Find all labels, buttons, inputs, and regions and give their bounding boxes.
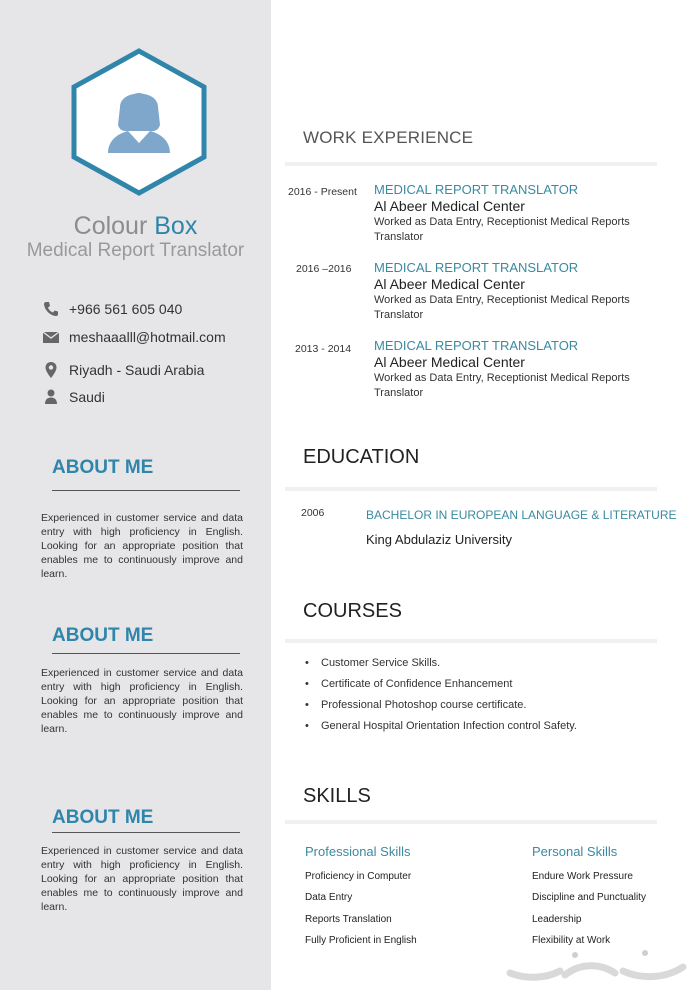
about-text-1: Experienced in customer service and data entry with high proficiency in English. Looking for an appropriate position that enables me to continuously improve and learn. [41,512,243,580]
course-item: • Certificate of Confidence Enhancement [305,676,577,697]
course-item: • Professional Photoshop course certificate. [305,697,577,718]
skill-item: Proficiency in Computer [305,871,412,882]
about-title-1: ABOUT ME [52,457,154,478]
education-degree: BACHELOR IN EUROPEAN LANGUAGE & LITERATURE [366,508,677,522]
contact-phone [42,300,182,318]
skills-divider [285,820,657,824]
avatar [68,47,210,197]
contact-location [42,361,204,379]
skill-item: Leadership [532,913,582,925]
courses-divider [285,639,657,643]
contact-nationality [42,388,105,406]
education-year: 2006 [301,507,325,519]
work-years-2: 2016 –2016 [296,263,352,275]
about-divider-3 [52,832,240,833]
phone-icon [42,300,60,318]
personal-skills-title: Personal Skills [532,844,618,859]
work-section-title: WORK EXPERIENCE [303,128,474,147]
main-panel [271,0,700,990]
work-desc-3: Worked as Data Entry, Receptionist Medical Reports Translator [374,372,630,399]
work-org-1: Al Abeer Medical Center [374,198,525,214]
nationality-text: Saudi [69,389,105,405]
about-title-2: ABOUT ME [52,625,154,646]
education-section-title: EDUCATION [303,446,420,468]
watermark-logo [505,945,690,983]
work-desc-1: Worked as Data Entry, Receptionist Medical Reports Translator [374,216,630,243]
skill-item: Endure Work Pressure [532,871,633,882]
professional-skills-title: Professional Skills [305,844,411,859]
skill-item: Discipline and Punctuality [532,892,646,904]
work-divider [285,162,657,166]
person-icon [42,388,60,406]
skill-item: Fully Proficient in English [305,934,417,946]
course-item: • General Hospital Orientation Infection control Safety. [305,718,577,739]
contact-email [42,328,226,346]
profile-role: Medical Report Translator [26,240,245,261]
personal-skills-list [532,871,646,956]
about-text-2: Experienced in customer service and data entry with high proficiency in English. Looking for an appropriate position that enables me to continuously improve and learn. [41,667,243,735]
courses-section-title: COURSES [303,600,402,622]
course-item: • Customer Service Skills. [305,655,577,676]
last-name: Box [154,212,198,240]
work-org-2: Al Abeer Medical Center [374,276,525,292]
first-name: Colour [73,212,148,240]
about-text-3: Experienced in customer service and data entry with high proficiency in English. Looking for an appropriate position that enables me to continuously improve and learn. [41,845,243,913]
map-pin-icon [42,361,60,379]
about-divider-2 [52,653,240,654]
about-divider-1 [52,490,240,491]
skill-item: Flexibility at Work [532,934,611,946]
work-title-1: MEDICAL REPORT TRANSLATOR [374,182,579,197]
education-divider [285,487,657,491]
skills-section-title: SKILLS [303,785,371,807]
skill-item: Reports Translation [305,913,392,925]
about-title-3: ABOUT ME [52,807,154,828]
work-years-1: 2016 - Present [288,186,357,198]
work-org-3: Al Abeer Medical Center [374,354,525,370]
work-title-3: MEDICAL REPORT TRANSLATOR [374,338,579,353]
skill-item: Data Entry [305,892,353,904]
email-text: meshaaalll@hotmail.com [69,329,226,345]
phone-text: +966 561 605 040 [69,301,183,317]
professional-skills-list [305,871,417,956]
work-title-2: MEDICAL REPORT TRANSLATOR [374,260,579,275]
courses-list [305,655,577,739]
work-years-3: 2013 - 2014 [295,343,352,355]
work-desc-2: Worked as Data Entry, Receptionist Medical Reports Translator [374,294,630,321]
envelope-icon [42,328,60,346]
location-text: Riyadh - Saudi Arabia [69,362,205,378]
education-school: King Abdulaziz University [366,532,512,547]
profile-name [0,212,271,241]
